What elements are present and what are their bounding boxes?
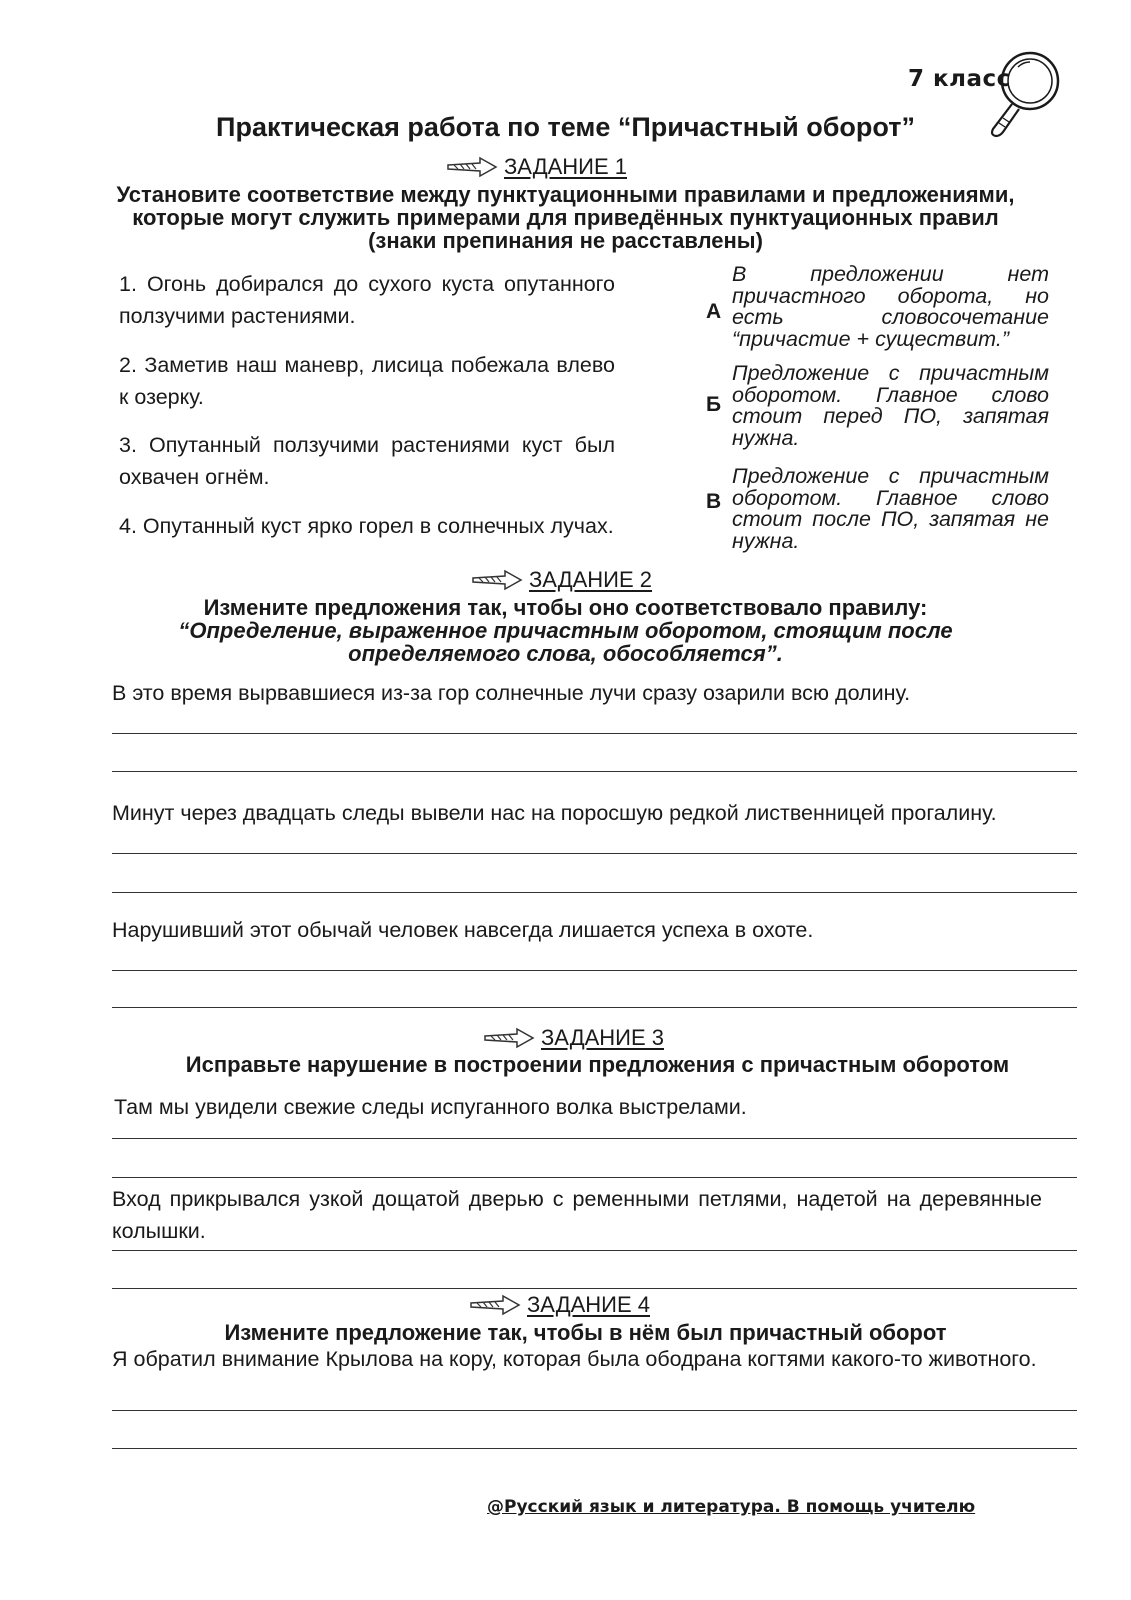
task3-heading — [483, 1025, 664, 1051]
answer-line[interactable] — [112, 1250, 1077, 1251]
task4-sentence: Я обратил внимание Крылова на кору, которая была ободрана когтями какого-то животного. — [112, 1347, 1037, 1371]
answer-line[interactable] — [112, 1448, 1077, 1449]
task3-sentence: Вход прикрывался узкой дощатой дверью с ременными петлями, надетой на деревянные колышки. — [112, 1187, 1042, 1243]
answer-line[interactable] — [112, 1288, 1077, 1289]
answer-line[interactable] — [112, 1138, 1077, 1139]
answer-line[interactable] — [112, 1410, 1077, 1411]
task2-sentence: Минут через двадцать следы вывели нас на поросшую редкой лиственницей прогалину. — [112, 801, 997, 825]
arrow-icon — [446, 156, 498, 178]
rule-text: Предложение с причастным оборотом. Главное слово стоит перед ПО, запятая нужна. — [732, 361, 1049, 450]
task1-heading — [446, 154, 627, 180]
rule-letter: А — [706, 300, 722, 323]
task1-label: ЗАДАНИЕ 1 — [504, 154, 627, 179]
rule-text: В предложении нет причастного оборота, но есть словосочетание “причастие + существит.” — [732, 262, 1049, 351]
arrow-icon — [471, 569, 523, 591]
rule-text: Предложение с причастным оборотом. Главное слово стоит после ПО, запятая не нужна. — [732, 464, 1049, 553]
rule-letter: Б — [706, 393, 722, 416]
answer-line[interactable] — [112, 1177, 1077, 1178]
task1-sentence: 4. Опутанный куст ярко горел в солнечных лучах. — [119, 514, 614, 538]
task3-sentence: Там мы увидели свежие следы испуганного волка выстрелами. — [114, 1095, 747, 1119]
task2-heading — [471, 567, 652, 593]
task3-instruction: Исправьте нарушение в построении предложения с причастным оборотом — [185, 1052, 1010, 1077]
task1-instruction: Установите соответствие между пунктуационными правилами и предложениями, которые могут служить примерами для приведённых пунктуационных правил (знаки препинания не расставлены) — [116, 182, 1015, 253]
task4-label: ЗАДАНИЕ 4 — [527, 1292, 650, 1317]
task2-sentence: Нарушивший этот обычай человек навсегда лишается успеха в охоте. — [112, 918, 814, 942]
answer-line[interactable] — [112, 771, 1077, 772]
task2-sentence: В это время вырвавшиеся из-за гор солнечные лучи сразу озарили всю долину. — [112, 681, 911, 705]
answer-line[interactable] — [112, 1007, 1077, 1008]
rule-letter: В — [706, 490, 722, 513]
task1-sentence: 1. Огонь добирался до сухого куста опутанного ползучими растениями. — [119, 272, 615, 328]
answer-line[interactable] — [112, 892, 1077, 893]
rule-quote: “Определение, выраженное причастным оборотом, стоящим после определяемого слова, обособляется”. — [178, 618, 953, 666]
answer-line[interactable] — [112, 733, 1077, 734]
task2-instruction: Измените предложения так, чтобы оно соответствовало правилу: “Определение, выраженное причастным оборотом, стоящим после определяемого слова, обособляется”. — [0, 596, 1131, 665]
arrow-icon — [483, 1027, 535, 1049]
grade-label: 7 класс — [908, 66, 1011, 92]
task4-instruction: Измените предложение так, чтобы в нём был причастный оборот — [224, 1320, 947, 1345]
answer-line[interactable] — [112, 970, 1077, 971]
task2-label: ЗАДАНИЕ 2 — [529, 567, 652, 592]
task1-sentence: 3. Опутанный ползучими растениями куст был охвачен огнём. — [119, 433, 615, 489]
task4-heading — [469, 1292, 650, 1318]
page-title: Практическая работа по теме “Причастный оборот” — [216, 112, 915, 142]
answer-line[interactable] — [112, 853, 1077, 854]
arrow-icon — [469, 1294, 521, 1316]
task1-sentence: 2. Заметив наш маневр, лисица побежала влево к озерку. — [119, 353, 615, 409]
task3-label: ЗАДАНИЕ 3 — [541, 1025, 664, 1050]
footer-credit: @Русский язык и литература. В помощь учителю — [487, 1497, 976, 1517]
